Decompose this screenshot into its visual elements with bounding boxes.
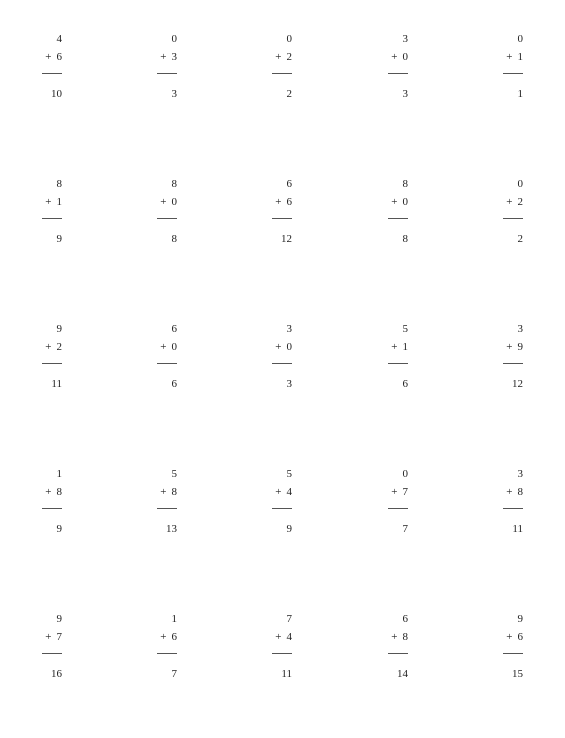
sum-line — [272, 73, 292, 74]
plus-sign: + — [160, 196, 167, 208]
first-addend: 5 — [171, 468, 177, 480]
sum-line — [157, 363, 177, 364]
second-addend-line — [391, 341, 408, 353]
sum-answer: 9 — [56, 233, 62, 245]
second-addend: 6 — [286, 196, 292, 208]
sum-line — [157, 73, 177, 74]
second-addend-line — [160, 631, 177, 643]
plus-sign: + — [275, 51, 282, 63]
sum-answer: 11 — [51, 378, 62, 390]
sum-answer: 8 — [171, 233, 177, 245]
addition-problem — [12, 178, 72, 248]
first-addend: 9 — [517, 613, 523, 625]
addition-problem — [242, 468, 302, 538]
sum-answer: 2 — [286, 88, 292, 100]
second-addend: 8 — [56, 486, 62, 498]
sum-answer: 9 — [56, 523, 62, 535]
plus-sign: + — [275, 196, 282, 208]
sum-answer: 11 — [281, 668, 292, 680]
plus-sign: + — [506, 51, 513, 63]
second-addend: 7 — [56, 631, 62, 643]
first-addend: 3 — [517, 323, 523, 335]
sum-line — [272, 218, 292, 219]
plus-sign: + — [160, 631, 167, 643]
sum-answer: 10 — [51, 88, 62, 100]
plus-sign: + — [275, 486, 282, 498]
first-addend: 0 — [402, 468, 408, 480]
first-addend: 1 — [56, 468, 62, 480]
addition-problem — [473, 323, 533, 393]
second-addend-line — [45, 631, 62, 643]
sum-answer: 8 — [402, 233, 408, 245]
second-addend-line — [45, 486, 62, 498]
sum-line — [503, 653, 523, 654]
sum-line — [388, 653, 408, 654]
sum-line — [157, 653, 177, 654]
second-addend-line — [391, 631, 408, 643]
second-addend: 8 — [402, 631, 408, 643]
first-addend: 9 — [56, 323, 62, 335]
first-addend: 1 — [171, 613, 177, 625]
plus-sign: + — [391, 486, 398, 498]
first-addend: 6 — [171, 323, 177, 335]
plus-sign: + — [45, 51, 52, 63]
addition-problem — [12, 323, 72, 393]
plus-sign: + — [506, 196, 513, 208]
second-addend: 3 — [171, 51, 177, 63]
second-addend: 8 — [517, 486, 523, 498]
sum-line — [157, 218, 177, 219]
sum-answer: 12 — [512, 378, 523, 390]
sum-answer: 3 — [402, 88, 408, 100]
addition-problem — [473, 178, 533, 248]
sum-answer: 15 — [512, 668, 523, 680]
second-addend-line — [160, 341, 177, 353]
sum-line — [272, 363, 292, 364]
addition-problem — [12, 33, 72, 103]
second-addend: 0 — [171, 341, 177, 353]
addition-problem — [127, 613, 187, 683]
plus-sign: + — [275, 341, 282, 353]
second-addend-line — [391, 196, 408, 208]
addition-problem — [473, 613, 533, 683]
second-addend: 1 — [402, 341, 408, 353]
second-addend-line — [391, 51, 408, 63]
sum-line — [388, 363, 408, 364]
sum-answer: 9 — [286, 523, 292, 535]
plus-sign: + — [160, 341, 167, 353]
addition-problem — [127, 33, 187, 103]
second-addend: 2 — [517, 196, 523, 208]
second-addend: 6 — [56, 51, 62, 63]
plus-sign: + — [45, 341, 52, 353]
addition-problem — [358, 468, 418, 538]
second-addend-line — [160, 51, 177, 63]
second-addend: 1 — [56, 196, 62, 208]
sum-line — [388, 508, 408, 509]
addition-problem — [12, 613, 72, 683]
sum-answer: 2 — [517, 233, 523, 245]
second-addend-line — [275, 631, 292, 643]
first-addend: 3 — [286, 323, 292, 335]
sum-answer: 3 — [171, 88, 177, 100]
sum-answer: 6 — [402, 378, 408, 390]
first-addend: 8 — [402, 178, 408, 190]
plus-sign: + — [45, 486, 52, 498]
second-addend: 2 — [56, 341, 62, 353]
second-addend: 0 — [171, 196, 177, 208]
sum-line — [42, 363, 62, 364]
sum-line — [42, 218, 62, 219]
addition-problem — [473, 33, 533, 103]
second-addend: 4 — [286, 631, 292, 643]
sum-answer: 6 — [171, 378, 177, 390]
second-addend-line — [45, 341, 62, 353]
first-addend: 5 — [286, 468, 292, 480]
first-addend: 9 — [56, 613, 62, 625]
plus-sign: + — [391, 631, 398, 643]
addition-problem — [358, 613, 418, 683]
first-addend: 3 — [517, 468, 523, 480]
second-addend-line — [275, 196, 292, 208]
sum-line — [42, 653, 62, 654]
plus-sign: + — [506, 341, 513, 353]
second-addend: 6 — [171, 631, 177, 643]
sum-line — [503, 218, 523, 219]
addition-problem — [358, 323, 418, 393]
sum-answer: 14 — [397, 668, 408, 680]
addition-problem — [127, 468, 187, 538]
first-addend: 0 — [517, 33, 523, 45]
first-addend: 8 — [56, 178, 62, 190]
addition-problem — [242, 33, 302, 103]
addition-problem — [127, 323, 187, 393]
sum-answer: 7 — [402, 523, 408, 535]
second-addend-line — [506, 51, 523, 63]
sum-answer: 13 — [166, 523, 177, 535]
plus-sign: + — [506, 631, 513, 643]
second-addend: 7 — [402, 486, 408, 498]
sum-line — [272, 653, 292, 654]
second-addend-line — [506, 196, 523, 208]
sum-line — [503, 363, 523, 364]
second-addend: 6 — [517, 631, 523, 643]
second-addend-line — [45, 196, 62, 208]
addition-problem — [242, 178, 302, 248]
second-addend: 0 — [286, 341, 292, 353]
second-addend: 9 — [517, 341, 523, 353]
sum-line — [388, 73, 408, 74]
addition-problem — [358, 178, 418, 248]
second-addend-line — [506, 631, 523, 643]
first-addend: 6 — [286, 178, 292, 190]
second-addend-line — [391, 486, 408, 498]
first-addend: 8 — [171, 178, 177, 190]
sum-line — [42, 508, 62, 509]
plus-sign: + — [275, 631, 282, 643]
first-addend: 4 — [56, 33, 62, 45]
second-addend: 8 — [171, 486, 177, 498]
second-addend-line — [160, 486, 177, 498]
plus-sign: + — [391, 341, 398, 353]
first-addend: 0 — [517, 178, 523, 190]
plus-sign: + — [506, 486, 513, 498]
sum-answer: 12 — [281, 233, 292, 245]
plus-sign: + — [160, 51, 167, 63]
sum-answer: 16 — [51, 668, 62, 680]
second-addend-line — [275, 341, 292, 353]
addition-problem — [473, 468, 533, 538]
second-addend-line — [275, 51, 292, 63]
sum-line — [503, 508, 523, 509]
addition-problem — [127, 178, 187, 248]
plus-sign: + — [391, 51, 398, 63]
plus-sign: + — [45, 196, 52, 208]
addition-problem — [242, 613, 302, 683]
sum-line — [503, 73, 523, 74]
first-addend: 3 — [402, 33, 408, 45]
sum-answer: 3 — [286, 378, 292, 390]
plus-sign: + — [160, 486, 167, 498]
sum-line — [42, 73, 62, 74]
second-addend: 4 — [286, 486, 292, 498]
plus-sign: + — [45, 631, 52, 643]
first-addend: 0 — [286, 33, 292, 45]
sum-answer: 7 — [171, 668, 177, 680]
sum-line — [388, 218, 408, 219]
second-addend: 2 — [286, 51, 292, 63]
sum-answer: 1 — [517, 88, 523, 100]
plus-sign: + — [391, 196, 398, 208]
sum-line — [157, 508, 177, 509]
second-addend-line — [506, 486, 523, 498]
second-addend-line — [160, 196, 177, 208]
second-addend-line — [275, 486, 292, 498]
sum-answer: 11 — [512, 523, 523, 535]
second-addend: 1 — [517, 51, 523, 63]
second-addend: 0 — [402, 196, 408, 208]
second-addend: 0 — [402, 51, 408, 63]
sum-line — [272, 508, 292, 509]
second-addend-line — [506, 341, 523, 353]
addition-problem — [358, 33, 418, 103]
first-addend: 6 — [402, 613, 408, 625]
first-addend: 5 — [402, 323, 408, 335]
addition-problem — [12, 468, 72, 538]
first-addend: 7 — [286, 613, 292, 625]
first-addend: 0 — [171, 33, 177, 45]
second-addend-line — [45, 51, 62, 63]
addition-problem — [242, 323, 302, 393]
